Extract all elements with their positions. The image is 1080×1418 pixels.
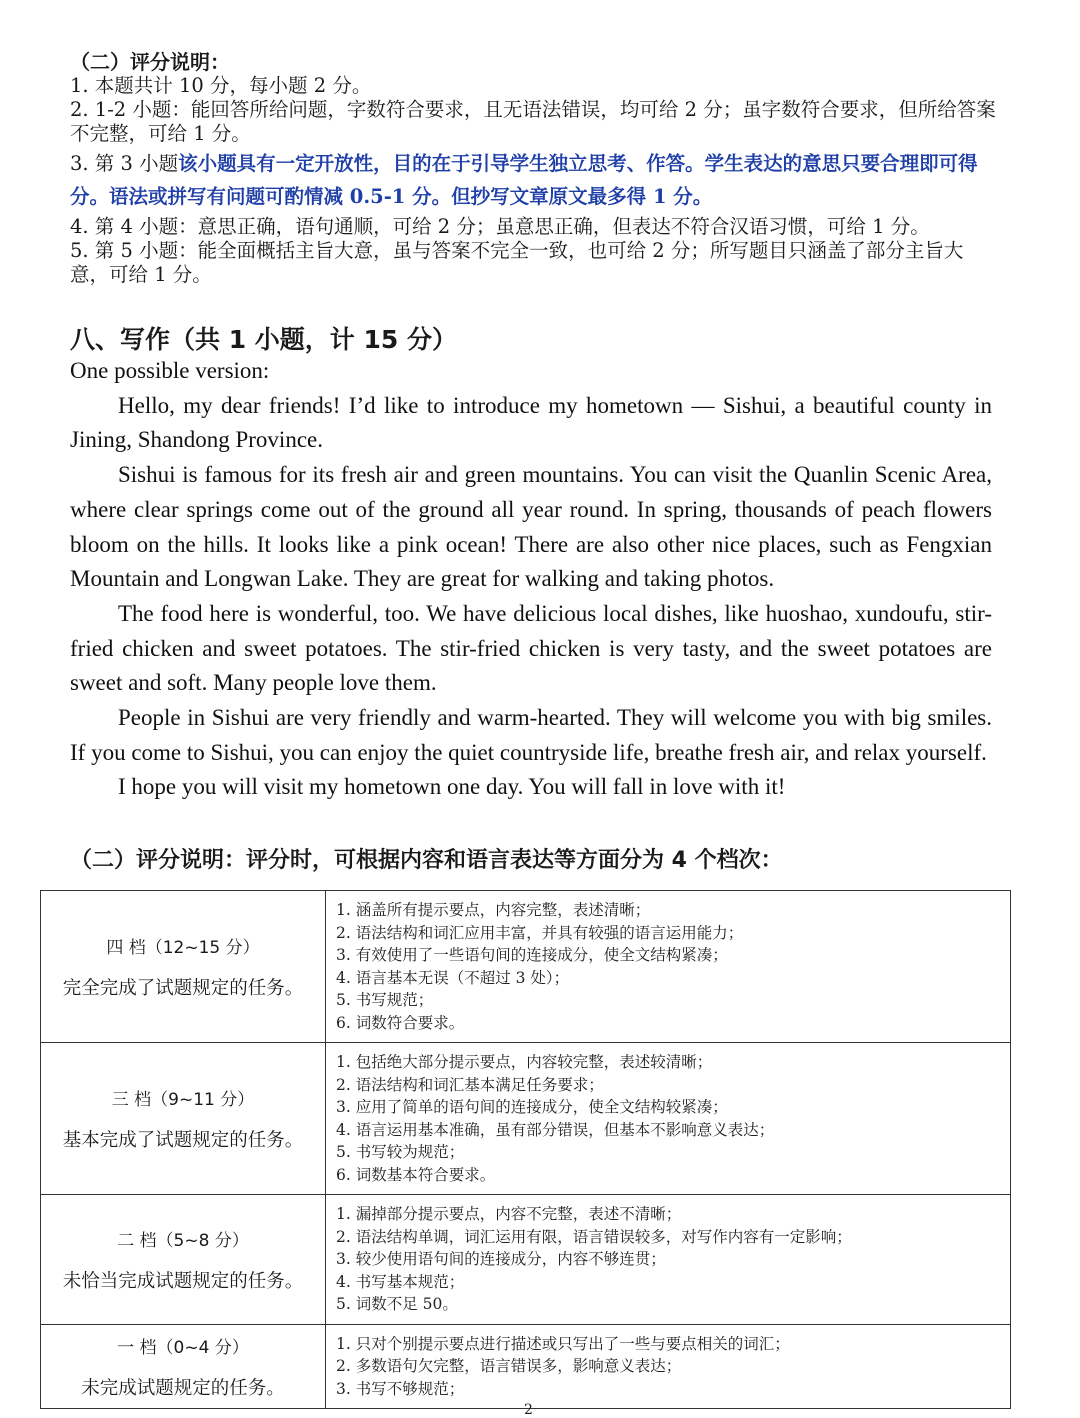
- rubric-criterion: 5. 书写较为规范；: [336, 1143, 465, 1161]
- rubric-level-desc: 未完成试题规定的任务。: [81, 1377, 285, 1399]
- grading-note-3-emphasis: 该小题具有一定开放性，目的在于引导学生独立思考、作答。学生表达的意思只要合理即可得分。语法或拼写有问题可酌情减 0.5-1 分。但抄写文章原文最多得 1 分。: [70, 152, 978, 208]
- rubric-criteria-cell: [326, 1043, 1011, 1195]
- grading-note-5: 5. 第 5 小题：能全面概括主旨大意，虽与答案不完全一致，也可给 2 分；所写题目只涵盖了部分主旨大意，可给 1 分。: [70, 239, 964, 286]
- rubric-row-level-1: [41, 1324, 1011, 1409]
- rubric-criterion: 6. 词数符合要求。: [336, 1013, 465, 1032]
- essay-paragraph-2: Sishui is famous for its fresh air and green mountains. You can visit the Quanlin Scenic Area, where clear springs come out of the ground all year round. In spring, thousands of peach flowers bloom on the hills. It looks like a pink ocean! There are also other nice places, such as Fengxian Mountain and Longwan Lake. They are great for walking and taking photos.: [70, 462, 992, 592]
- rubric-criteria-cell: [326, 1195, 1011, 1325]
- grading-note-2: 2. 1-2 小题：能回答所给问题，字数符合要求，且无语法错误，均可给 2 分；虽字数符合要求，但所给答案不完整，可给 1 分。: [70, 98, 996, 145]
- writing-section-title: 八、写作（共 1 小题，计 15 分）: [70, 325, 458, 354]
- essay-paragraph-1: Hello, my dear friends! I’d like to introduce my hometown — Sishui, a beautiful county in Jining, Shandong Province.: [70, 392, 992, 453]
- rubric-table: [40, 890, 1011, 1409]
- rubric-row-level-4: [41, 891, 1011, 1043]
- rubric-criterion: 2. 语法结构和词汇基本满足任务要求；: [336, 1075, 604, 1094]
- model-essay: [70, 354, 992, 805]
- essay-intro: One possible version:: [70, 358, 270, 383]
- rubric-level-cell: [41, 891, 326, 1043]
- grading-note-3: [70, 147, 1000, 213]
- rubric-level-title: 一 档（0~4 分）: [117, 1337, 249, 1358]
- rubric-criterion: 3. 有效使用了一些语句间的连接成分，使全文结构紧凑；: [336, 946, 728, 964]
- rubric-criterion: 5. 书写规范；: [336, 991, 434, 1009]
- grading-notes-heading: （二）评分说明：: [70, 50, 230, 74]
- scoring-heading: （二）评分说明：评分时，可根据内容和语言表达等方面分为 4 个档次：: [70, 848, 783, 873]
- rubric-row-level-3: [41, 1043, 1011, 1195]
- rubric-level-title: 二 档（5~8 分）: [117, 1230, 249, 1251]
- rubric-level-desc: 基本完成了试题规定的任务。: [62, 1130, 304, 1151]
- rubric-criterion: 4. 书写基本规范；: [336, 1272, 465, 1291]
- rubric-criterion: 1. 漏掉部分提示要点，内容不完整，表述不清晰；: [336, 1205, 682, 1223]
- rubric-criterion: 2. 多数语句欠完整，语言错误多，影响意义表达；: [336, 1357, 682, 1375]
- rubric-level-title: 四 档（12~15 分）: [106, 938, 260, 958]
- page-number: 2: [524, 1402, 533, 1418]
- rubric-criterion: 5. 词数不足 50。: [336, 1295, 458, 1313]
- rubric-criterion: 1. 涵盖所有提示要点，内容完整，表述清晰；: [336, 901, 651, 919]
- rubric-criterion: 3. 书写不够规范；: [336, 1379, 465, 1398]
- rubric-level-cell: [41, 1043, 326, 1195]
- rubric-level-cell: [41, 1195, 326, 1325]
- rubric-level-desc: 完全完成了试题规定的任务。: [62, 978, 304, 999]
- grading-note-4: 4. 第 4 小题：意思正确，语句通顺，可给 2 分；虽意思正确，但表达不符合汉语习惯，可给 1 分。: [70, 215, 930, 238]
- grading-notes: [70, 50, 1000, 287]
- rubric-criterion: 4. 语言基本无误（不超过 3 处）；: [336, 968, 570, 987]
- rubric-criterion: 3. 应用了简单的语句间的连接成分，使全文结构较紧凑；: [336, 1098, 728, 1116]
- rubric-criterion: 1. 包括绝大部分提示要点，内容较完整，表述较清晰；: [336, 1053, 713, 1071]
- essay-paragraph-3: The food here is wonderful, too. We have delicious local dishes, like huoshao, xundoufu, stir-fried chicken and sweet potatoes. The stir-fried chicken is very tasty, and the sweet potatoes are sweet and soft. Many people love them.: [70, 600, 992, 696]
- rubric-criterion: 3. 较少使用语句间的连接成分，内容不够连贯；: [336, 1250, 666, 1268]
- essay-paragraph-4: People in Sishui are very friendly and warm-hearted. They will welcome you with big smiles. If you come to Sishui, you can enjoy the quiet countryside life, breathe fresh air, and relax yourself.: [70, 705, 992, 765]
- rubric-level-cell: [41, 1324, 326, 1409]
- essay-paragraph-5: I hope you will visit my hometown one day. You will fall in love with it!: [118, 774, 786, 800]
- grading-note-3-prefix: 3. 第 3 小题: [70, 152, 179, 175]
- rubric-criteria-cell: [326, 1324, 1011, 1409]
- rubric-criterion: 1. 只对个别提示要点进行描述或只写出了一些与要点相关的词汇；: [336, 1334, 790, 1353]
- rubric-level-title: 三 档（9~11 分）: [111, 1090, 255, 1110]
- rubric-criteria-cell: [326, 891, 1011, 1043]
- rubric-criterion: 2. 语法结构和词汇应用丰富，并具有较强的语言运用能力；: [336, 923, 744, 942]
- grading-note-1: 1. 本题共计 10 分，每小题 2 分。: [70, 74, 372, 97]
- rubric-criterion: 2. 语法结构单调，词汇运用有限，语言错误较多，对写作内容有一定影响；: [336, 1227, 852, 1246]
- rubric-criterion: 4. 语言运用基本准确，虽有部分错误，但基本不影响意义表达；: [336, 1120, 775, 1139]
- rubric-level-desc: 未恰当完成试题规定的任务。: [62, 1270, 304, 1292]
- rubric-criterion: 6. 词数基本符合要求。: [336, 1165, 496, 1184]
- rubric-row-level-2: [41, 1195, 1011, 1325]
